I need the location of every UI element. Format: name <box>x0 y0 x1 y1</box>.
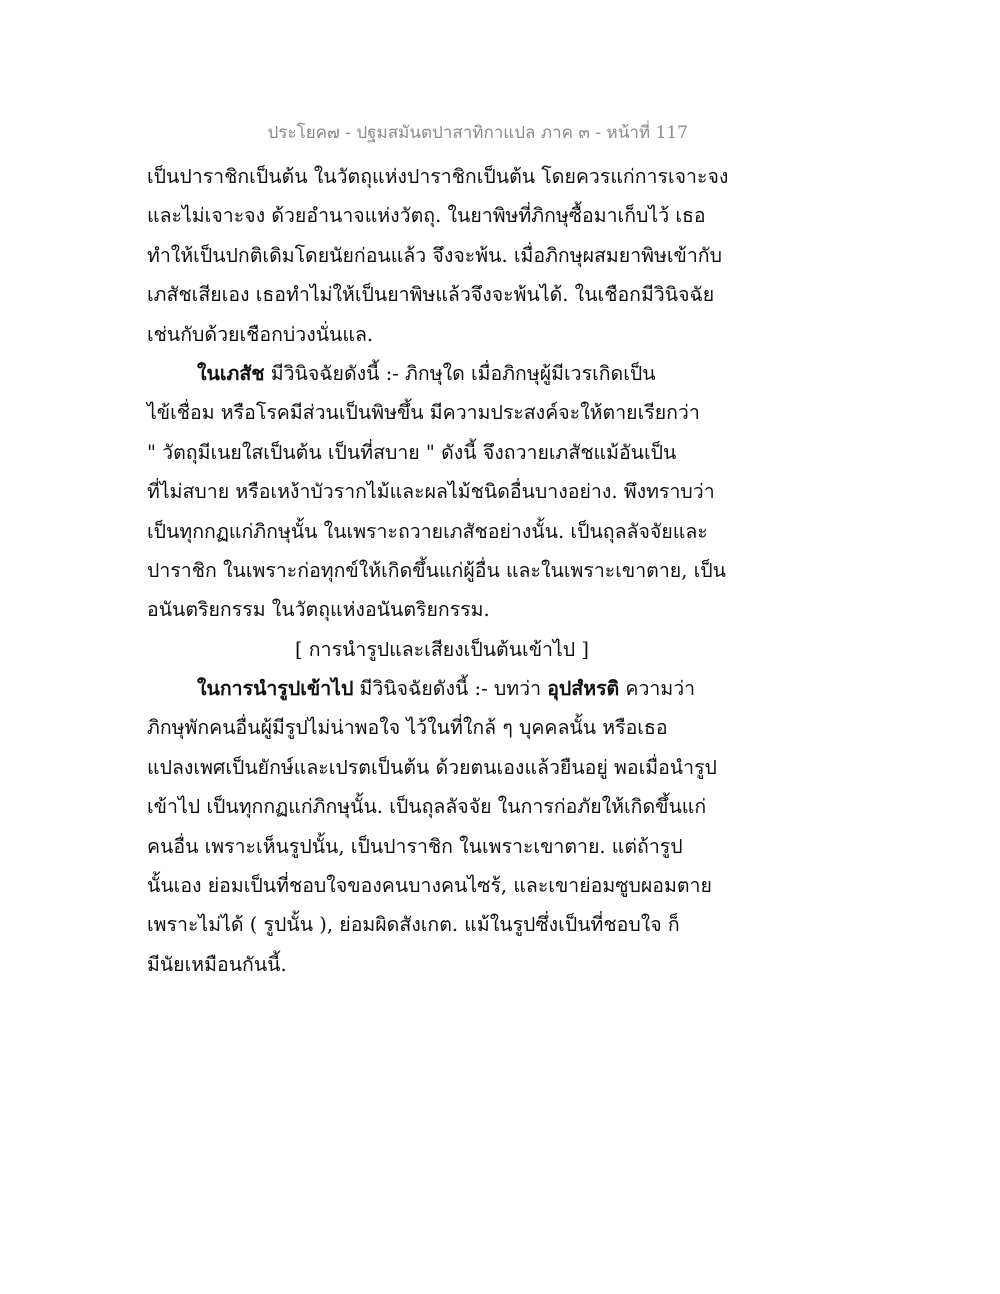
text-run: มีวินิจฉัยดังนี้ :- บทว่า <box>353 677 548 701</box>
bold-term: ในเภสัช <box>197 361 265 385</box>
text-line: นั้นเอง ย่อมเป็นที่ชอบใจของคนบางคนไซร้, และเขาย่อมซูบผอมตาย <box>147 874 712 898</box>
text-line: เภสัชเสียเอง เธอทำไม่ให้เป็นยาพิษแล้วจึงจะพ้นได้. ในเชือกมีวินิจฉัย <box>147 283 715 307</box>
section-heading: [ การนำรูปและเสียงเป็นต้นเข้าไป ] <box>295 637 589 661</box>
text-line: และไม่เจาะจง ด้วยอำนาจแห่งวัตถุ. ในยาพิษที่ภิกษุซื้อมาเก็บไว้ เธอ <box>147 204 706 228</box>
text-run: ความว่า <box>619 677 696 701</box>
text-line: ไข้เชื่อม หรือโรคมีส่วนเป็นพิษขึ้น มีความประสงค์จะให้ตายเรียกว่า <box>147 401 700 425</box>
text-run: มีวินิจฉัยดังนี้ :- ภิกษุใด เมื่อภิกษุผู้มีเวรเกิดเป็น <box>264 361 656 385</box>
text-line: " วัตถุมีเนยใสเป็นต้น เป็นที่สบาย " ดังนี้ จึงถวายเภสัชแม้อันเป็น <box>147 440 677 464</box>
paragraph-first-line <box>147 354 707 393</box>
page-header: ประโยค๗ - ปฐมสมันตปาสาทิกาแปล ภาค ๓ - หน้าที่ 117 <box>267 123 688 143</box>
text-line: ภิกษุพักคนอื่นผู้มีรูปไม่น่าพอใจ ไว้ในที่ใกล้ ๆ บุคคลนั้น หรือเธอ <box>147 716 668 740</box>
text-line: เข้าไป เป็นทุกกฏแก่ภิกษุนั้น. เป็นถุลลัจจัย ในการก่อภัยให้เกิดขึ้นแก่ <box>147 795 707 819</box>
bold-term: ในการนำรูปเข้าไป <box>197 677 354 701</box>
text-line: มีนัยเหมือนกันนี้. <box>147 952 287 976</box>
text-line: เพราะไม่ได้ ( รูปนั้น ), ย่อมผิดสังเกต. แม้ในรูปซึ่งเป็นที่ชอบใจ ก็ <box>147 913 680 937</box>
text-line: เช่นกับด้วยเชือกบ่วงนั่นแล. <box>147 322 374 346</box>
body-text <box>147 157 729 984</box>
text-line: ทำให้เป็นปกติเดิมโดยนัยก่อนแล้ว จึงจะพ้น. เมื่อภิกษุผสมยาพิษเข้ากับ <box>147 243 722 267</box>
text-line: อนันตริยกรรม ในวัตถุแห่งอนันตริยกรรม. <box>147 598 490 622</box>
text-line: เป็นปาราชิกเป็นต้น ในวัตถุแห่งปาราชิกเป็นต้น โดยควรแก่การเจาะจง <box>147 165 729 188</box>
text-line: แปลงเพศเป็นยักษ์และเปรตเป็นต้น ด้วยตนเองแล้วยืนอยู่ พอเมื่อนำรูป <box>147 755 717 779</box>
text-line: คนอื่น เพราะเห็นรูปนั้น, เป็นปาราชิก ในเพราะเขาตาย. แต่ถ้ารูป <box>147 834 683 858</box>
text-line: ปาราชิก ในเพราะก่อทุกข์ให้เกิดขึ้นแก่ผู้อื่น และในเพราะเขาตาย, เป็น <box>147 558 726 582</box>
paragraph-first-line <box>147 669 707 708</box>
bold-term: อุปสํหรติ <box>547 677 620 701</box>
text-line: ที่ไม่สบาย หรือเหง้าบัวรากไม้และผลไม้ชนิดอื่นบางอย่าง. พึงทราบว่า <box>147 480 715 504</box>
text-line: เป็นทุกกฏแก่ภิกษุนั้น ในเพราะถวายเภสัชอย่างนั้น. เป็นถุลลัจจัยและ <box>147 519 708 543</box>
